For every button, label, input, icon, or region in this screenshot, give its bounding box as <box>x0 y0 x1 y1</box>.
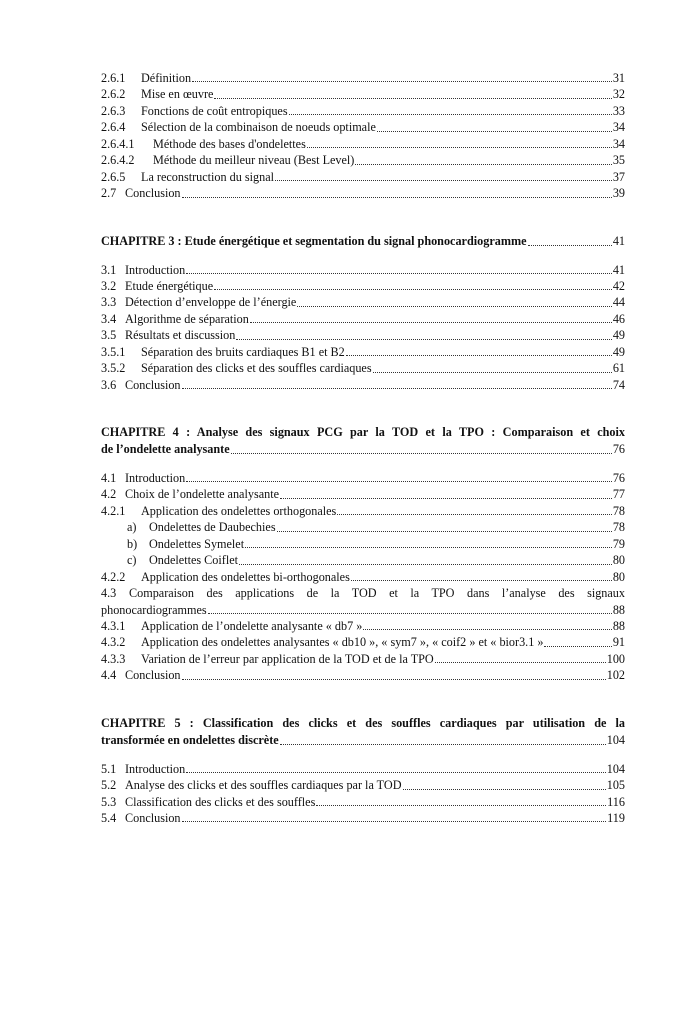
entry-title: Choix de l’ondelette analysante <box>125 487 279 502</box>
entry-page: 35 <box>612 153 625 168</box>
entry-title-line1: Comparaison des applications de la TOD et la TPO dans l’analyse des signaux <box>129 586 625 601</box>
entry-number: 3.6 <box>101 377 117 392</box>
dot-leader <box>351 580 612 581</box>
toc-entry[interactable] <box>101 552 625 568</box>
dot-leader <box>280 744 606 745</box>
dot-leader <box>363 629 611 630</box>
entry-number: 2.6.2 <box>101 87 126 102</box>
chapter-5-entries <box>101 761 625 827</box>
entry-page: 33 <box>612 103 625 118</box>
entry-number: 4.3.2 <box>101 635 126 650</box>
toc-entry[interactable] <box>101 86 625 102</box>
entry-number: 4.2.1 <box>101 503 126 518</box>
entry-title: Ondelettes Symelet <box>149 536 245 551</box>
chapter-3-heading[interactable] <box>101 233 625 250</box>
entry-title: Définition <box>141 71 192 85</box>
entry-page: 34 <box>612 136 625 151</box>
entry-number: 5.1 <box>101 761 117 776</box>
toc-entry[interactable] <box>101 569 625 585</box>
section-2-tail-list <box>101 70 625 202</box>
toc-entry[interactable] <box>101 794 625 810</box>
dot-leader <box>186 273 612 274</box>
entry-number: 3.4 <box>101 311 117 326</box>
dot-leader <box>182 679 606 680</box>
toc-entry[interactable] <box>101 152 625 168</box>
chapter-4-page: 76 <box>612 442 625 456</box>
dot-leader <box>316 805 606 806</box>
entry-number: 2.6.5 <box>101 169 126 184</box>
toc-entry[interactable] <box>101 470 625 486</box>
dot-leader <box>403 789 606 790</box>
toc-entry[interactable] <box>101 70 625 86</box>
entry-title: Séparation des bruits cardiaques B1 et B2 <box>141 344 345 359</box>
toc-entry[interactable] <box>101 761 625 777</box>
entry-page: 76 <box>612 471 625 485</box>
dot-leader <box>214 289 612 290</box>
dot-leader <box>231 453 612 454</box>
entry-title: Application des ondelettes orthogonales <box>141 503 337 518</box>
entry-title: Analyse des clicks et des souffles cardiaques par la TOD <box>125 778 402 793</box>
entry-number: 2.6.3 <box>101 103 126 118</box>
entry-number: 2.6.4.2 <box>101 153 135 168</box>
entry-title: La reconstruction du signal <box>141 169 275 184</box>
dot-leader <box>289 114 612 115</box>
entry-title: Ondelettes de Daubechies <box>149 520 276 535</box>
entry-number: c) <box>127 553 137 568</box>
entry-title: Conclusion <box>125 811 181 825</box>
dot-leader <box>186 481 612 482</box>
entry-number: b) <box>127 536 138 551</box>
entry-title: Application des ondelettes bi-orthogonales <box>141 569 350 584</box>
entry-page: 32 <box>612 87 625 102</box>
toc-entry[interactable] <box>101 360 625 376</box>
entry-title: Variation de l’erreur par application de la TOD et de la TPO <box>141 651 434 666</box>
chapter-5-title-line2: transformée en ondelettes discrète <box>101 732 279 747</box>
entry-title: Méthode du meilleur niveau (Best Level) <box>153 153 355 168</box>
entry-page: 41 <box>612 262 625 277</box>
toc-entry[interactable] <box>101 486 625 502</box>
toc-entry[interactable] <box>101 810 625 826</box>
dot-leader <box>245 547 612 548</box>
entry-number: 2.6.1 <box>101 71 126 85</box>
toc-entry[interactable] <box>101 185 625 201</box>
entry-number: 4.1 <box>101 471 117 485</box>
toc-entry[interactable] <box>101 777 625 793</box>
entry-number: 3.5.1 <box>101 344 126 359</box>
entry-page: 119 <box>607 811 625 825</box>
toc-entry-4-3[interactable] <box>101 585 625 618</box>
entry-title: Ondelettes Coiflet <box>149 553 239 568</box>
chapter-3-title: CHAPITRE 3 : Etude énergétique et segmentation du signal phonocardiogramme <box>101 233 527 248</box>
chapter-4-entries-a <box>101 470 625 585</box>
entry-title: Méthode des bases d'ondelettes <box>153 136 306 151</box>
chapter-5-title-line1: CHAPITRE 5 : Classification des clicks et des souffles cardiaques par utilisation de la <box>101 715 625 730</box>
entry-page: 74 <box>612 377 625 392</box>
toc-entry[interactable] <box>101 519 625 535</box>
entry-title: Introduction <box>125 761 186 776</box>
dot-leader <box>373 372 612 373</box>
toc-entry[interactable] <box>101 262 625 278</box>
entry-title: Classification des clicks et des souffles <box>125 794 316 809</box>
entry-title: Fonctions de coût entropiques <box>141 103 288 118</box>
entry-number: 4.3 <box>101 586 117 601</box>
chapter-5-page: 104 <box>606 732 625 747</box>
entry-page: 46 <box>612 311 625 326</box>
entry-number: 4.2.2 <box>101 569 126 584</box>
toc-entry[interactable] <box>101 503 625 519</box>
entry-title: Mise en œuvre <box>141 87 214 102</box>
entry-title: Sélection de la combinaison de noeuds optimale <box>141 120 376 135</box>
toc-entry[interactable] <box>101 278 625 294</box>
entry-title: Application de l’ondelette analysante « db7 » <box>141 618 363 633</box>
chapter-3-page: 41 <box>612 233 625 248</box>
entry-number: 3.3 <box>101 295 117 310</box>
entry-number: 3.5 <box>101 328 117 343</box>
toc-entry[interactable] <box>101 294 625 310</box>
entry-title-line2: phonocardiogrammes <box>101 602 207 617</box>
entry-page: 100 <box>606 651 625 666</box>
entry-page: 31 <box>612 71 625 85</box>
entry-page: 42 <box>612 278 625 293</box>
entry-number: 5.2 <box>101 778 117 793</box>
chapter-4-title-line2: de l’ondelette analysante <box>101 442 230 456</box>
entry-page: 37 <box>612 169 625 184</box>
entry-title: Etude énergétique <box>125 278 214 293</box>
toc-entry[interactable] <box>101 377 625 393</box>
dot-leader <box>280 498 612 499</box>
entry-number: 3.1 <box>101 262 117 277</box>
toc-entry[interactable] <box>101 651 625 667</box>
dot-leader <box>435 662 606 663</box>
table-of-contents-page <box>101 70 625 826</box>
entry-page: 61 <box>612 361 625 376</box>
entry-page: 49 <box>612 344 625 359</box>
entry-number: 5.3 <box>101 794 117 809</box>
dot-leader <box>208 613 612 614</box>
dot-leader <box>239 564 612 565</box>
entry-page: 78 <box>612 520 625 535</box>
dot-leader <box>297 306 611 307</box>
toc-entry[interactable] <box>101 344 625 360</box>
entry-page: 105 <box>606 778 625 793</box>
dot-leader <box>277 531 612 532</box>
toc-entry[interactable] <box>101 618 625 634</box>
entry-page: 44 <box>612 295 625 310</box>
entry-title: Introduction <box>125 262 186 277</box>
toc-entry[interactable] <box>101 169 625 185</box>
entry-number: 3.5.2 <box>101 361 126 376</box>
entry-title: Conclusion <box>125 377 181 392</box>
entry-title: Détection d’enveloppe de l’énergie <box>125 295 297 310</box>
dot-leader <box>250 322 612 323</box>
entry-number: 2.6.4 <box>101 120 126 135</box>
entry-title: Algorithme de séparation <box>125 311 249 326</box>
entry-number: 4.3.1 <box>101 618 126 633</box>
entry-page: 91 <box>612 635 625 650</box>
chapter-4-title-line1: CHAPITRE 4 : Analyse des signaux PCG par la TOD et la TPO : Comparaison et choix <box>101 425 625 439</box>
entry-page: 80 <box>612 553 625 568</box>
entry-number: 5.4 <box>101 811 117 825</box>
entry-number: a) <box>127 520 137 535</box>
toc-entry[interactable] <box>101 136 625 152</box>
dot-leader <box>182 821 607 822</box>
entry-number: 2.7 <box>101 186 117 201</box>
dot-leader <box>182 197 612 198</box>
toc-entry[interactable] <box>101 311 625 327</box>
entry-page: 49 <box>612 328 625 343</box>
entry-title: Conclusion <box>125 668 181 683</box>
entry-number: 4.2 <box>101 487 117 502</box>
entry-page: 79 <box>612 536 625 551</box>
toc-entry[interactable] <box>101 536 625 552</box>
toc-entry[interactable] <box>101 103 625 119</box>
chapter-5-heading[interactable] <box>101 715 625 749</box>
entry-number: 3.2 <box>101 278 117 293</box>
dot-leader <box>214 98 611 99</box>
entry-page: 77 <box>612 487 625 502</box>
entry-title: Séparation des clicks et des souffles cardiaques <box>141 361 372 376</box>
entry-title: Conclusion <box>125 186 181 201</box>
toc-entry[interactable] <box>101 119 625 135</box>
entry-title: Application des ondelettes analysantes « db10 », « sym7 », « coif2 » et « bior3.1 » <box>141 635 544 650</box>
dot-leader <box>275 180 612 181</box>
entry-page: 34 <box>612 120 625 135</box>
chapter-4-heading[interactable] <box>101 424 625 458</box>
entry-page: 88 <box>612 618 625 633</box>
entry-number: 4.4 <box>101 668 117 683</box>
dot-leader <box>236 339 611 340</box>
entry-page: 104 <box>606 761 625 776</box>
entry-title: Introduction <box>125 471 186 485</box>
chapter-4-entries-b <box>101 618 625 684</box>
toc-entry[interactable] <box>101 634 625 650</box>
dot-leader <box>377 131 612 132</box>
toc-entry[interactable] <box>101 327 625 343</box>
entry-page: 39 <box>612 186 625 201</box>
toc-entry[interactable] <box>101 667 625 683</box>
dot-leader <box>355 164 611 165</box>
chapter-3-entries <box>101 262 625 394</box>
dot-leader <box>528 245 612 246</box>
dot-leader <box>182 388 612 389</box>
dot-leader <box>544 646 611 647</box>
dot-leader <box>346 355 612 356</box>
entry-page: 88 <box>612 602 625 617</box>
entry-number: 2.6.4.1 <box>101 136 135 151</box>
entry-number: 4.3.3 <box>101 651 126 666</box>
dot-leader <box>337 514 612 515</box>
dot-leader <box>307 147 612 148</box>
entry-title: Résultats et discussion <box>125 328 236 343</box>
entry-page: 80 <box>612 569 625 584</box>
entry-page: 116 <box>607 794 625 809</box>
entry-page: 102 <box>606 668 625 683</box>
dot-leader <box>186 772 605 773</box>
entry-page: 78 <box>612 503 625 518</box>
dot-leader <box>192 81 612 82</box>
